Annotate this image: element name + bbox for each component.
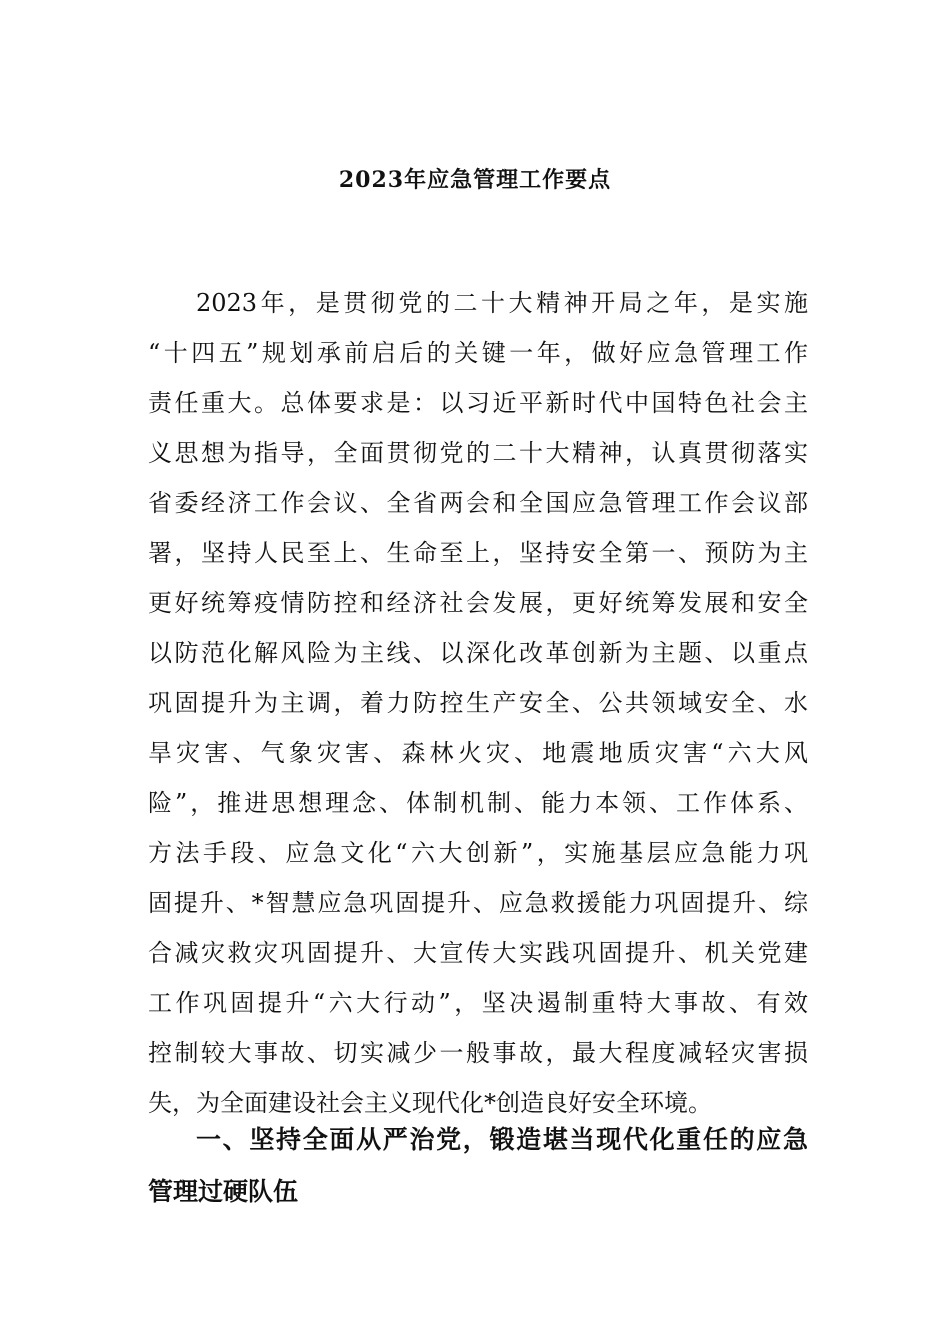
document-title: 2023年应急管理工作要点 — [338, 167, 612, 193]
section-heading-line: 管理过硬队伍 — [148, 1177, 299, 1206]
paragraph-line: 方法手段、应急文化“六大创新”，实施基层应急能力巩 — [148, 839, 808, 867]
paragraph-line: 以防范化解风险为主线、以深化改革创新为主题、以重点 — [148, 639, 808, 667]
section-heading — [148, 1114, 808, 1218]
paragraph-line: 失，为全面建设社会主义现代化*创造良好安全环境。 — [148, 1089, 712, 1117]
paragraph-line: 险”，推进思想理念、体制机制、能力本领、工作体系、 — [148, 789, 808, 817]
paragraph-line: 巩固提升为主调，着力防控生产安全、公共领域安全、水 — [148, 689, 808, 717]
paragraph-line: 责任重大。总体要求是：以习近平新时代中国特色社会主 — [148, 389, 808, 417]
paragraph-line: 2023年，是贯彻党的二十大精神开局之年，是实施 — [196, 289, 808, 317]
paragraph-line: 旱灾害、气象灾害、森林火灾、地震地质灾害“六大风 — [148, 739, 808, 767]
paragraph-line: 工作巩固提升“六大行动”，坚决遏制重特大事故、有效 — [148, 989, 808, 1017]
paragraph-line: 固提升、*智慧应急巩固提升、应急救援能力巩固提升、综 — [148, 889, 808, 917]
section-heading-line: 一、坚持全面从严治党，锻造堪当现代化重任的应急 — [196, 1125, 808, 1154]
paragraph-line: 合减灾救灾巩固提升、大宣传大实践巩固提升、机关党建 — [148, 939, 808, 967]
paragraph-line: 义思想为指导，全面贯彻党的二十大精神，认真贯彻落实 — [148, 439, 808, 467]
paragraph-line: “十四五”规划承前启后的关键一年，做好应急管理工作 — [148, 339, 808, 367]
paragraph-line: 控制较大事故、切实减少一般事故，最大程度减轻灾害损 — [148, 1039, 808, 1067]
paragraph-line: 省委经济工作会议、全省两会和全国应急管理工作会议部 — [148, 489, 808, 517]
paragraph-line: 署，坚持人民至上、生命至上，坚持安全第一、预防为主 — [148, 539, 808, 567]
paragraph-line: 更好统筹疫情防控和经济社会发展，更好统筹发展和安全 — [148, 589, 808, 617]
intro-paragraph — [148, 278, 808, 1128]
